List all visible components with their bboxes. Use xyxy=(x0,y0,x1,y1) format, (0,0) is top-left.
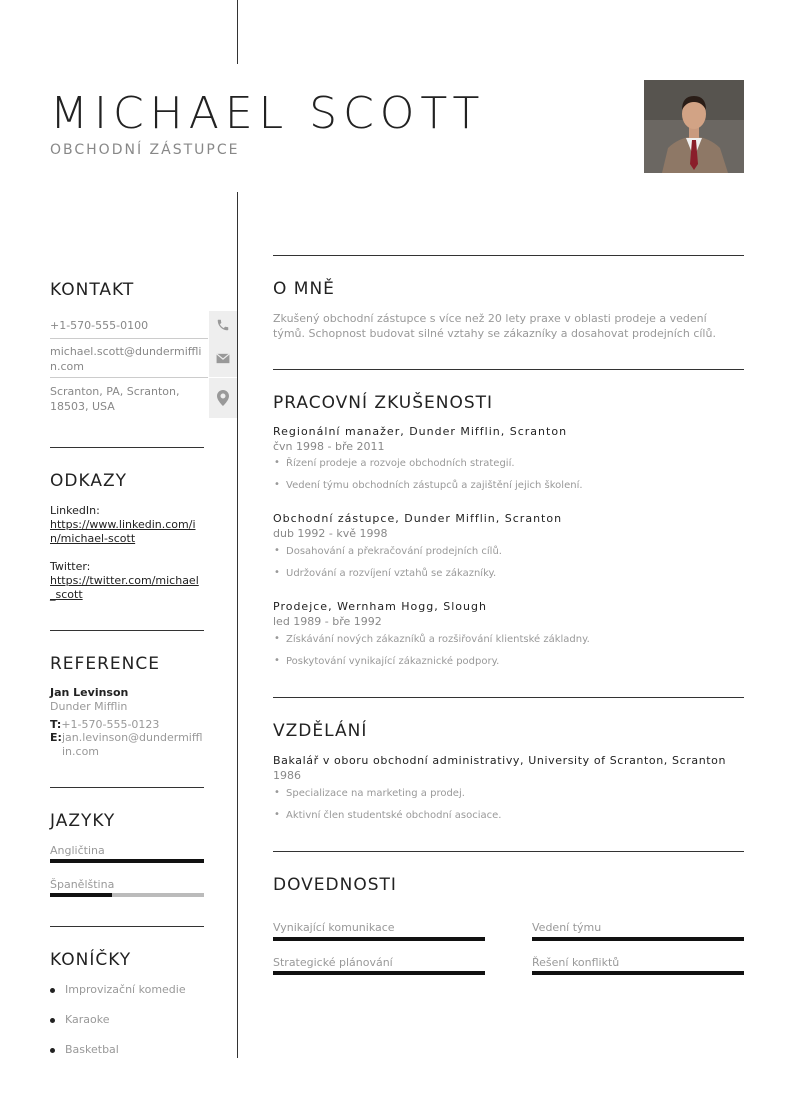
twitter-label: Twitter: xyxy=(50,560,91,573)
contact-separator xyxy=(50,338,208,339)
reference-phone[interactable]: +1-570-555-0123 xyxy=(61,718,160,731)
education-heading: VZDĚLÁNÍ xyxy=(273,721,368,741)
job-date: čvn 1998 - bře 2011 xyxy=(273,440,385,453)
reference-heading: REFERENCE xyxy=(50,654,160,674)
links-heading: ODKAZY xyxy=(50,471,127,491)
hobby-item: Improvizační komedie xyxy=(65,983,186,996)
candidate-name: MICHAEL SCOTT xyxy=(50,88,486,139)
envelope-icon xyxy=(216,353,230,364)
contact-heading: KONTAKT xyxy=(50,280,135,300)
about-heading: O MNĚ xyxy=(273,279,335,299)
language-name: Španělština xyxy=(50,878,115,891)
reference-email-label: E: xyxy=(50,731,62,744)
linkedin-label: LinkedIn: xyxy=(50,504,100,517)
phone-icon-box xyxy=(209,311,237,339)
job-date: led 1989 - bře 1992 xyxy=(273,615,382,628)
bullet-dot: • xyxy=(274,633,280,644)
education-bullet: Specializace na marketing a prodej. xyxy=(286,788,465,799)
contact-phone[interactable]: +1-570-555-0100 xyxy=(50,319,149,332)
language-level-fill xyxy=(50,859,204,863)
skill-level-bar xyxy=(273,937,485,941)
job-date: dub 1992 - kvě 1998 xyxy=(273,527,388,540)
profile-photo xyxy=(644,80,744,173)
section-divider xyxy=(50,630,204,631)
skill-name: Strategické plánování xyxy=(273,956,393,969)
language-name: Angličtina xyxy=(50,844,105,857)
skill-level-bar xyxy=(532,971,744,975)
languages-heading: JAZYKY xyxy=(50,811,116,831)
job-bullet: Dosahování a překračování prodejních cílů. xyxy=(286,546,502,557)
section-divider xyxy=(273,255,744,256)
job-title: Obchodní zástupce, Dunder Mifflin, Scranton xyxy=(273,512,563,525)
reference-company: Dunder Mifflin xyxy=(50,700,128,713)
section-divider xyxy=(50,787,204,788)
column-divider xyxy=(237,192,238,1058)
twitter-link[interactable]: https://twitter.com/michael_scott xyxy=(50,574,199,601)
bullet-dot: • xyxy=(274,457,280,468)
skills-heading: DOVEDNOSTI xyxy=(273,875,397,895)
skill-level-bar xyxy=(273,971,485,975)
job-title: Regionální manažer, Dunder Mifflin, Scranton xyxy=(273,425,568,438)
skill-name: Vynikající komunikace xyxy=(273,921,395,934)
bullet-dot: • xyxy=(274,787,280,798)
hobbies-heading: KONÍČKY xyxy=(50,950,132,970)
skill-name: Vedení týmu xyxy=(532,921,602,934)
bullet-dot xyxy=(50,988,55,993)
language-level-fill xyxy=(50,893,112,897)
bullet-dot xyxy=(50,1048,55,1053)
bullet-dot: • xyxy=(274,567,280,578)
contact-address: Scranton, PA, Scranton, 18503, USA xyxy=(50,385,180,413)
phone-icon xyxy=(216,318,230,332)
about-text: Zkušený obchodní zástupce s více než 20 lety praxe v oblasti prodeje a vedení týmů. Schopnost budovat silné vztahy se zákazníky a dosahovat prodejních cílů. xyxy=(273,312,716,340)
bullet-dot: • xyxy=(274,545,280,556)
reference-name: Jan Levinson xyxy=(50,686,129,699)
location-pin-icon xyxy=(217,390,229,406)
education-degree: Bakalář v oboru obchodní administrativy, University of Scranton, Scranton xyxy=(273,754,727,767)
reference-phone-label: T: xyxy=(50,718,62,731)
hobby-item: Basketbal xyxy=(65,1043,119,1056)
job-bullet: Udržování a rozvíjení vztahů se zákazníky. xyxy=(286,568,497,579)
language-level-bar xyxy=(50,859,204,863)
candidate-title: OBCHODNÍ ZÁSTUPCE xyxy=(50,142,240,158)
top-divider xyxy=(237,0,238,64)
experience-heading: PRACOVNÍ ZKUŠENOSTI xyxy=(273,393,494,413)
reference-email-row xyxy=(50,731,210,759)
contact-email[interactable]: michael.scott@dundermifflin.com xyxy=(50,345,202,373)
skill-name: Řešení konfliktů xyxy=(532,956,620,969)
language-level-bar xyxy=(50,893,204,897)
hobby-item: Karaoke xyxy=(65,1013,110,1026)
education-bullet: Aktivní člen studentské obchodní asociace. xyxy=(286,810,502,821)
bullet-dot: • xyxy=(274,655,280,666)
reference-phone-row xyxy=(50,718,159,731)
section-divider xyxy=(273,369,744,370)
skill-level-bar xyxy=(532,937,744,941)
education-year: 1986 xyxy=(273,769,301,782)
envelope-icon-box xyxy=(209,339,237,377)
reference-email[interactable]: jan.levinson@dundermifflin.com xyxy=(62,731,203,758)
section-divider xyxy=(50,447,204,448)
job-bullet: Získávání nových zákazníků a rozšiřování klientské základny. xyxy=(286,634,590,645)
job-bullet: Řízení prodeje a rozvoje obchodních strategií. xyxy=(286,458,515,469)
section-divider xyxy=(273,697,744,698)
section-divider xyxy=(273,851,744,852)
job-title: Prodejce, Wernham Hogg, Slough xyxy=(273,600,487,613)
location-icon-box xyxy=(209,378,237,418)
bullet-dot: • xyxy=(274,809,280,820)
bullet-dot xyxy=(50,1018,55,1023)
linkedin-link[interactable]: https://www.linkedin.com/in/michael-scott xyxy=(50,518,196,545)
job-bullet: Vedení týmu obchodních zástupců a zajištění jejich školení. xyxy=(286,480,583,491)
contact-separator xyxy=(50,377,208,378)
job-bullet: Poskytování vynikající zákaznické podpory. xyxy=(286,656,500,667)
section-divider xyxy=(50,926,204,927)
bullet-dot: • xyxy=(274,479,280,490)
